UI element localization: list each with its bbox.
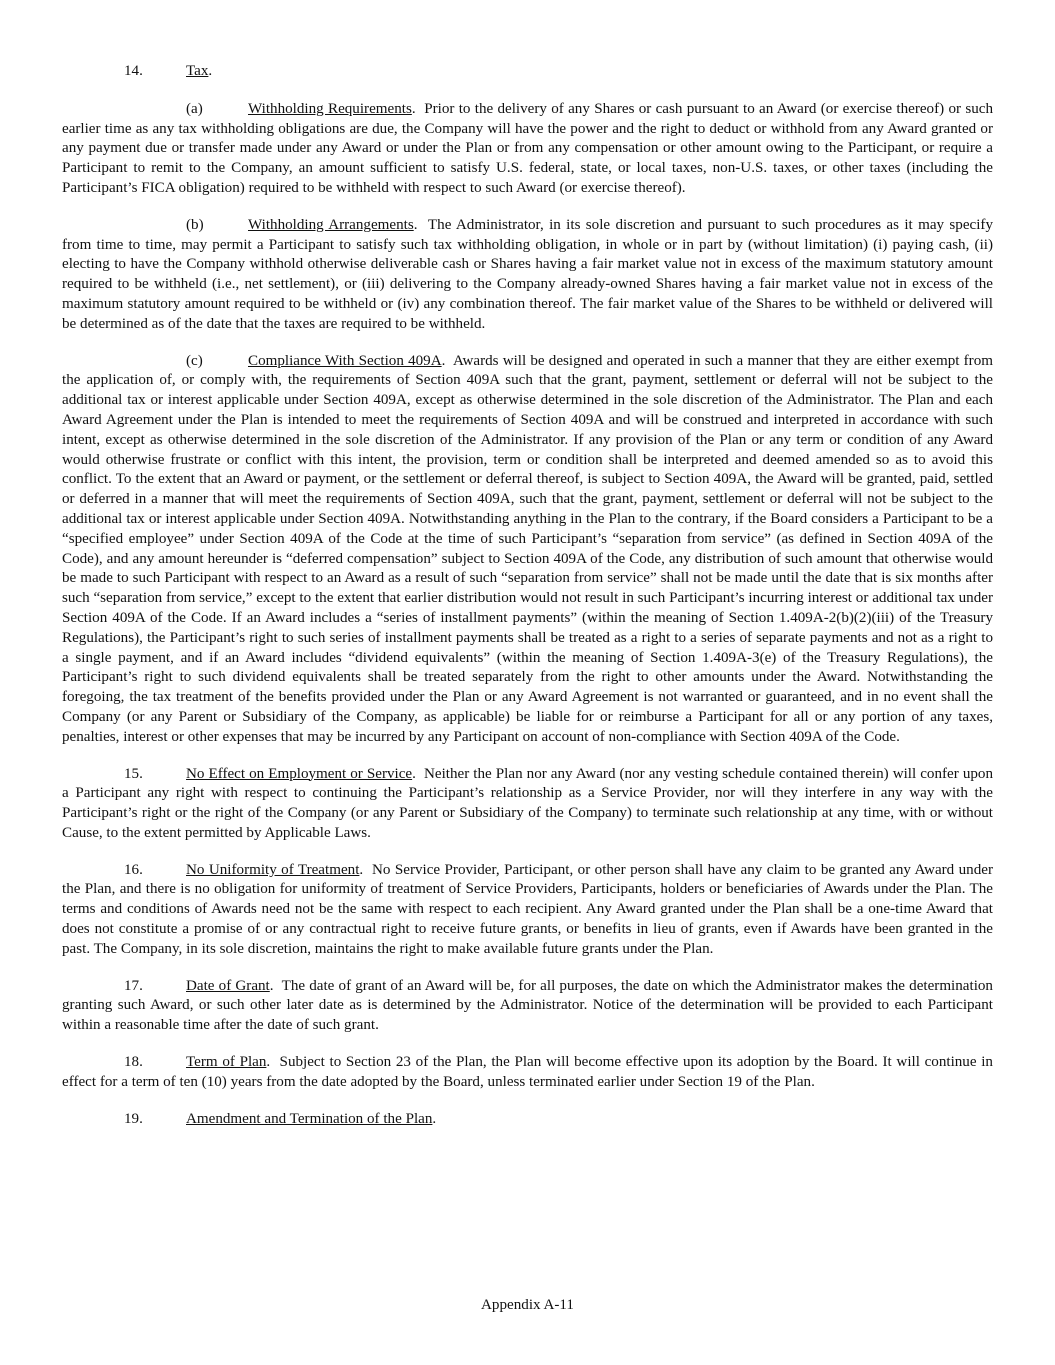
paragraph-text: Subject to Section 23 of the Plan, the Plan will become effective upon its adoption by the Board. It will continue in effect for a term of ten (10) years from the date adopted by the Board, unless terminated earlier under Section 19 of the Plan. <box>62 1054 993 1090</box>
section-16-paragraph: 16. No Uniformity of Treatment. No Service Provider, Participant, or other person shall have any claim to be granted any Award under the Plan, and there is no obligation for uniformity of treatment of Service Providers, Participants, holders or beneficiaries of Awards under the Plan. The terms and conditions of Awards need not be the same with respect to each recipient. Any Award granted under the Plan shall be a one-time Award that does not constitute a promise of or any contractual right to receive future grants, or benefits in lieu of grants, even if Awards have been granted in the past. The Company, in its sole discretion, maintains the right to make available future grants under the Plan. <box>62 861 993 957</box>
section-14a-paragraph: (a) Withholding Requirements. Prior to the delivery of any Shares or cash pursuant to an Award (or exercise thereof) or such earlier time as any tax withholding obligations are due, the Company will have the power and the right to deduct or withhold from any Award granted or any payment due or transfer made under any Award or under the Plan or from any compensation or other amount owing to the Participant, or require a Participant to remit to the Company, an amount sufficient to satisfy U.S. federal, state, or local taxes, non-U.S. taxes, or other taxes (including the Participant’s FICA obligation) required to be withheld with respect to such Award (or exercise thereof). <box>62 100 993 196</box>
paragraph-text: The date of grant of an Award will be, for all purposes, the date on which the Administrator makes the determination granting such Award, or such other later date as is determined by the Administrator. Notice of the determination will be provided to each Participant within a reasonable time after the date of such grant. <box>62 977 993 1034</box>
section-number: 18. <box>124 1054 143 1071</box>
subsection-title: Withholding Requirements <box>248 100 412 117</box>
section-18-paragraph: 18. Term of Plan. Subject to Section 23 of the Plan, the Plan will become effective upon its adoption by the Board. It will continue in effect for a term of ten (10) years from the date adopted by the Board, unless terminated earlier under Section 19 of the Plan. <box>62 1054 993 1090</box>
section-19-heading: 19. Amendment and Termination of the Plan. <box>62 1110 993 1130</box>
paragraph-text: Neither the Plan nor any Award (nor any vesting schedule contained therein) will confer upon a Participant any right with respect to continuing the Participant’s relationship as a Service Provider, nor will they interfere in any way with the Participant’s right or the right of the Company (or any Parent or Subsidiary of the Company) to terminate such relationship at any time, with or without Cause, to the extent permitted by Applicable Laws. <box>62 765 994 841</box>
section-14c-paragraph: (c) Compliance With Section 409A. Awards will be designed and operated in such a manner that they are either exempt from the application of, or comply with, the requirements of Section 409A such that the grant, payment, settlement or deferral will not be subject to the additional tax or interest applicable under Section 409A, except as otherwise determined in the sole discretion of the Administrator. The Plan and each Award Agreement under the Plan is intended to meet the requirements of Section 409A and will be construed and interpreted in accordance with such intent, except as otherwise determined in the sole discretion of the Administrator. If any provision of the Plan or any term or condition of any Award would otherwise frustrate or conflict with this intent, the provision, term or condition shall be interpreted and deemed amended so as to avoid this conflict. To the extent that an Award or payment, or the settlement or deferral thereof, is subject to Section 409A, the Award will be granted, paid, settled or deferred in a manner that will meet the requirements of Section 409A, such that the grant, payment, settlement or deferral will not be subject to the additional tax or interest applicable under Section 409A. Notwithstanding anything in the Plan to the contrary, if the Board considers a Participant to be a “specified employee” under Section 409A of the Code at the time of such Participant’s “separation from service” (as defined in Section 409A of the Code), and any amount hereunder is “deferred compensation” subject to Section 409A of the Code, any distribution of such amount that otherwise would be made to such Participant with respect to an Award as a result of such “separation from service” shall not be made until the date that is six months after such “separation from service,” except to the extent that earlier distribution would not result in such Participant’s incurring interest or additional tax under Section 409A of the Code. If an Award includes a “series of installment payments” (within the meaning of Section 1.409A-2(b)(2)(iii) of the Treasury Regulations), the Participant’s right to such series of installment payments shall be treated as a right to a series of separate payments and not as a right to a single payment, and if an Award includes “dividend equivalents” (within the meaning of Section 1.409A-3(e) of the Treasury Regulations), the Participant’s right to such dividend equivalents shall be treated separately from the right to other amounts under the Award. Notwithstanding the foregoing, the tax treatment of the benefits provided under the Plan or any Award Agreement is not warranted or guaranteed, and in no event shall the Company (or any Parent or Subsidiary of the Company, as applicable) be liable for or reimburse a Participant for all or any portion of any taxes, penalties, interest or other expenses that may be incurred by any Participant on account of non-compliance with Section 409A of the Code. <box>62 352 993 745</box>
section-number: 14. <box>124 63 143 79</box>
section-title: Amendment and Termination of the Plan <box>186 1110 433 1127</box>
subsection-label: (c) <box>186 352 203 369</box>
section-number: 19. <box>124 1110 143 1127</box>
paragraph-text: Prior to the delivery of any Shares or cash pursuant to an Award (or exercise thereof) or such earlier time as any tax withholding obligations are due, the Company will have the power and the right to deduct or withhold from any Award granted or any payment due or transfer made under any Award or under the Plan or from any compensation or other amount owing to the Participant, or require a Participant to remit to the Company, an amount sufficient to satisfy U.S. federal, state, or local taxes, non-U.S. taxes, or other taxes (including the Participant’s FICA obligation) required to be withheld with respect to such Award (or exercise thereof). <box>62 100 993 196</box>
section-number: 17. <box>124 977 143 994</box>
page-footer: Appendix A-11 <box>481 1297 574 1313</box>
section-title: Date of Grant <box>186 977 270 994</box>
section-title: No Uniformity of Treatment <box>186 861 360 878</box>
subsection-label: (b) <box>186 216 204 233</box>
subsection-title: Withholding Arrangements <box>248 216 414 233</box>
subsection-label: (a) <box>186 100 203 117</box>
document-page <box>62 62 993 1147</box>
section-14-heading: 14. Tax. <box>62 62 993 82</box>
section-number: 15. <box>124 765 143 782</box>
subsection-title: Compliance With Section 409A <box>248 352 442 369</box>
section-title: No Effect on Employment or Service <box>186 765 413 782</box>
section-15-paragraph: 15. No Effect on Employment or Service. Neither the Plan nor any Award (nor any vesting schedule contained therein) will confer upon a Participant any right with respect to continuing the Participant’s relationship as a Service Provider, nor will they interfere in any way with the Participant’s right or the right of the Company (or any Parent or Subsidiary of the Company) to terminate such relationship at any time, with or without Cause, to the extent permitted by Applicable Laws. <box>62 765 994 841</box>
section-17-paragraph: 17. Date of Grant. The date of grant of an Award will be, for all purposes, the date on which the Administrator makes the determination granting such Award, or such other later date as is determined by the Administrator. Notice of the determination will be provided to each Participant within a reasonable time after the date of such grant. <box>62 977 993 1034</box>
paragraph-text: Awards will be designed and operated in such a manner that they are either exempt from the application of, or comply with, the requirements of Section 409A such that the grant, payment, settlement or deferral will not be subject to the additional tax or interest applicable under Section 409A, except as otherwise determined in the sole discretion of the Administrator. The Plan and each Award Agreement under the Plan is intended to meet the requirements of Section 409A and will be construed and interpreted in accordance with such intent, except as otherwise determined in the sole discretion of the Administrator. If any provision of the Plan or any term or condition of any Award would otherwise frustrate or conflict with this intent, the provision, term or condition shall be interpreted and deemed amended so as to avoid this conflict. To the extent that an Award or payment, or the settlement or deferral thereof, is subject to Section 409A, the Award will be granted, paid, settled or deferred in a manner that will meet the requirements of Section 409A, such that the grant, payment, settlement or deferral will not be subject to the additional tax or interest applicable under Section 409A. Notwithstanding anything in the Plan to the contrary, if the Board considers a Participant to be a “specified employee” under Section 409A of the Code at the time of such Participant’s “separation from service” (as defined in Section 409A of the Code), and any amount hereunder is “deferred compensation” subject to Section 409A of the Code, any distribution of such amount that otherwise would be made to such Participant with respect to an Award as a result of such “separation from service” shall not be made until the date that is six months after such “separation from service,” except to the extent that earlier distribution would not result in such Participant’s incurring interest or additional tax under Section 409A of the Code. If an Award includes a “series of installment payments” (within the meaning of Section 1.409A-2(b)(2)(iii) of the Treasury Regulations), the Participant’s right to such series of installment payments shall be treated as a right to a series of separate payments and not as a right to a single payment, and if an Award includes “dividend equivalents” (within the meaning of Section 1.409A-3(e) of the Treasury Regulations), the Participant’s right to such dividend equivalents shall be treated separately from the right to other amounts under the Award. Notwithstanding the foregoing, the tax treatment of the benefits provided under the Plan or any Award Agreement is not warranted or guaranteed, and in no event shall the Company (or any Parent or Subsidiary of the Company, as applicable) be liable for or reimburse a Participant for all or any portion of any taxes, penalties, interest or other expenses that may be incurred by any Participant on account of non-compliance with Section 409A of the Code. <box>62 352 993 745</box>
section-title: Term of Plan <box>186 1054 267 1071</box>
section-title: Tax <box>186 63 209 79</box>
section-14b-paragraph: (b) Withholding Arrangements. The Administrator, in its sole discretion and pursuant to such procedures as it may specify from time to time, may permit a Participant to satisfy such tax withholding obligation, in whole or in part by (without limitation) (i) paying cash, (ii) electing to have the Company withhold otherwise deliverable cash or Shares having a fair market value not in excess of the maximum statutory amount required to be withheld (i.e., net settlement), or (iii) delivering to the Company already-owned Shares having a fair market value not in excess of the maximum statutory amount required to be withheld or (iv) any combination thereof. The fair market value of the Shares to be withheld or delivered will be determined as of the date that the taxes are required to be withheld. <box>62 216 993 332</box>
paragraph-text: No Service Provider, Participant, or other person shall have any claim to be granted any Award under the Plan, and there is no obligation for uniformity of treatment of Service Providers, Participants, holders or beneficiaries of Awards under the Plan. The terms and conditions of Awards need not be the same with respect to each recipient. Any Award granted under the Plan shall be a one-time Award that does not constitute a promise of or any contractual right to receive future grants, or benefits in lieu of grants, even if Awards have been granted in the past. The Company, in its sole discretion, maintains the right to make available future grants under the Plan. <box>62 861 993 957</box>
paragraph-text: The Administrator, in its sole discretion and pursuant to such procedures as it may specify from time to time, may permit a Participant to satisfy such tax withholding obligation, in whole or in part by (without limitation) (i) paying cash, (ii) electing to have the Company withhold otherwise deliverable cash or Shares having a fair market value not in excess of the maximum statutory amount required to be withheld (i.e., net settlement), or (iii) delivering to the Company already-owned Shares having a fair market value not in excess of the maximum statutory amount required to be withheld or (iv) any combination thereof. The fair market value of the Shares to be withheld or delivered will be determined as of the date that the taxes are required to be withheld. <box>62 216 993 332</box>
section-number: 16. <box>124 861 143 878</box>
